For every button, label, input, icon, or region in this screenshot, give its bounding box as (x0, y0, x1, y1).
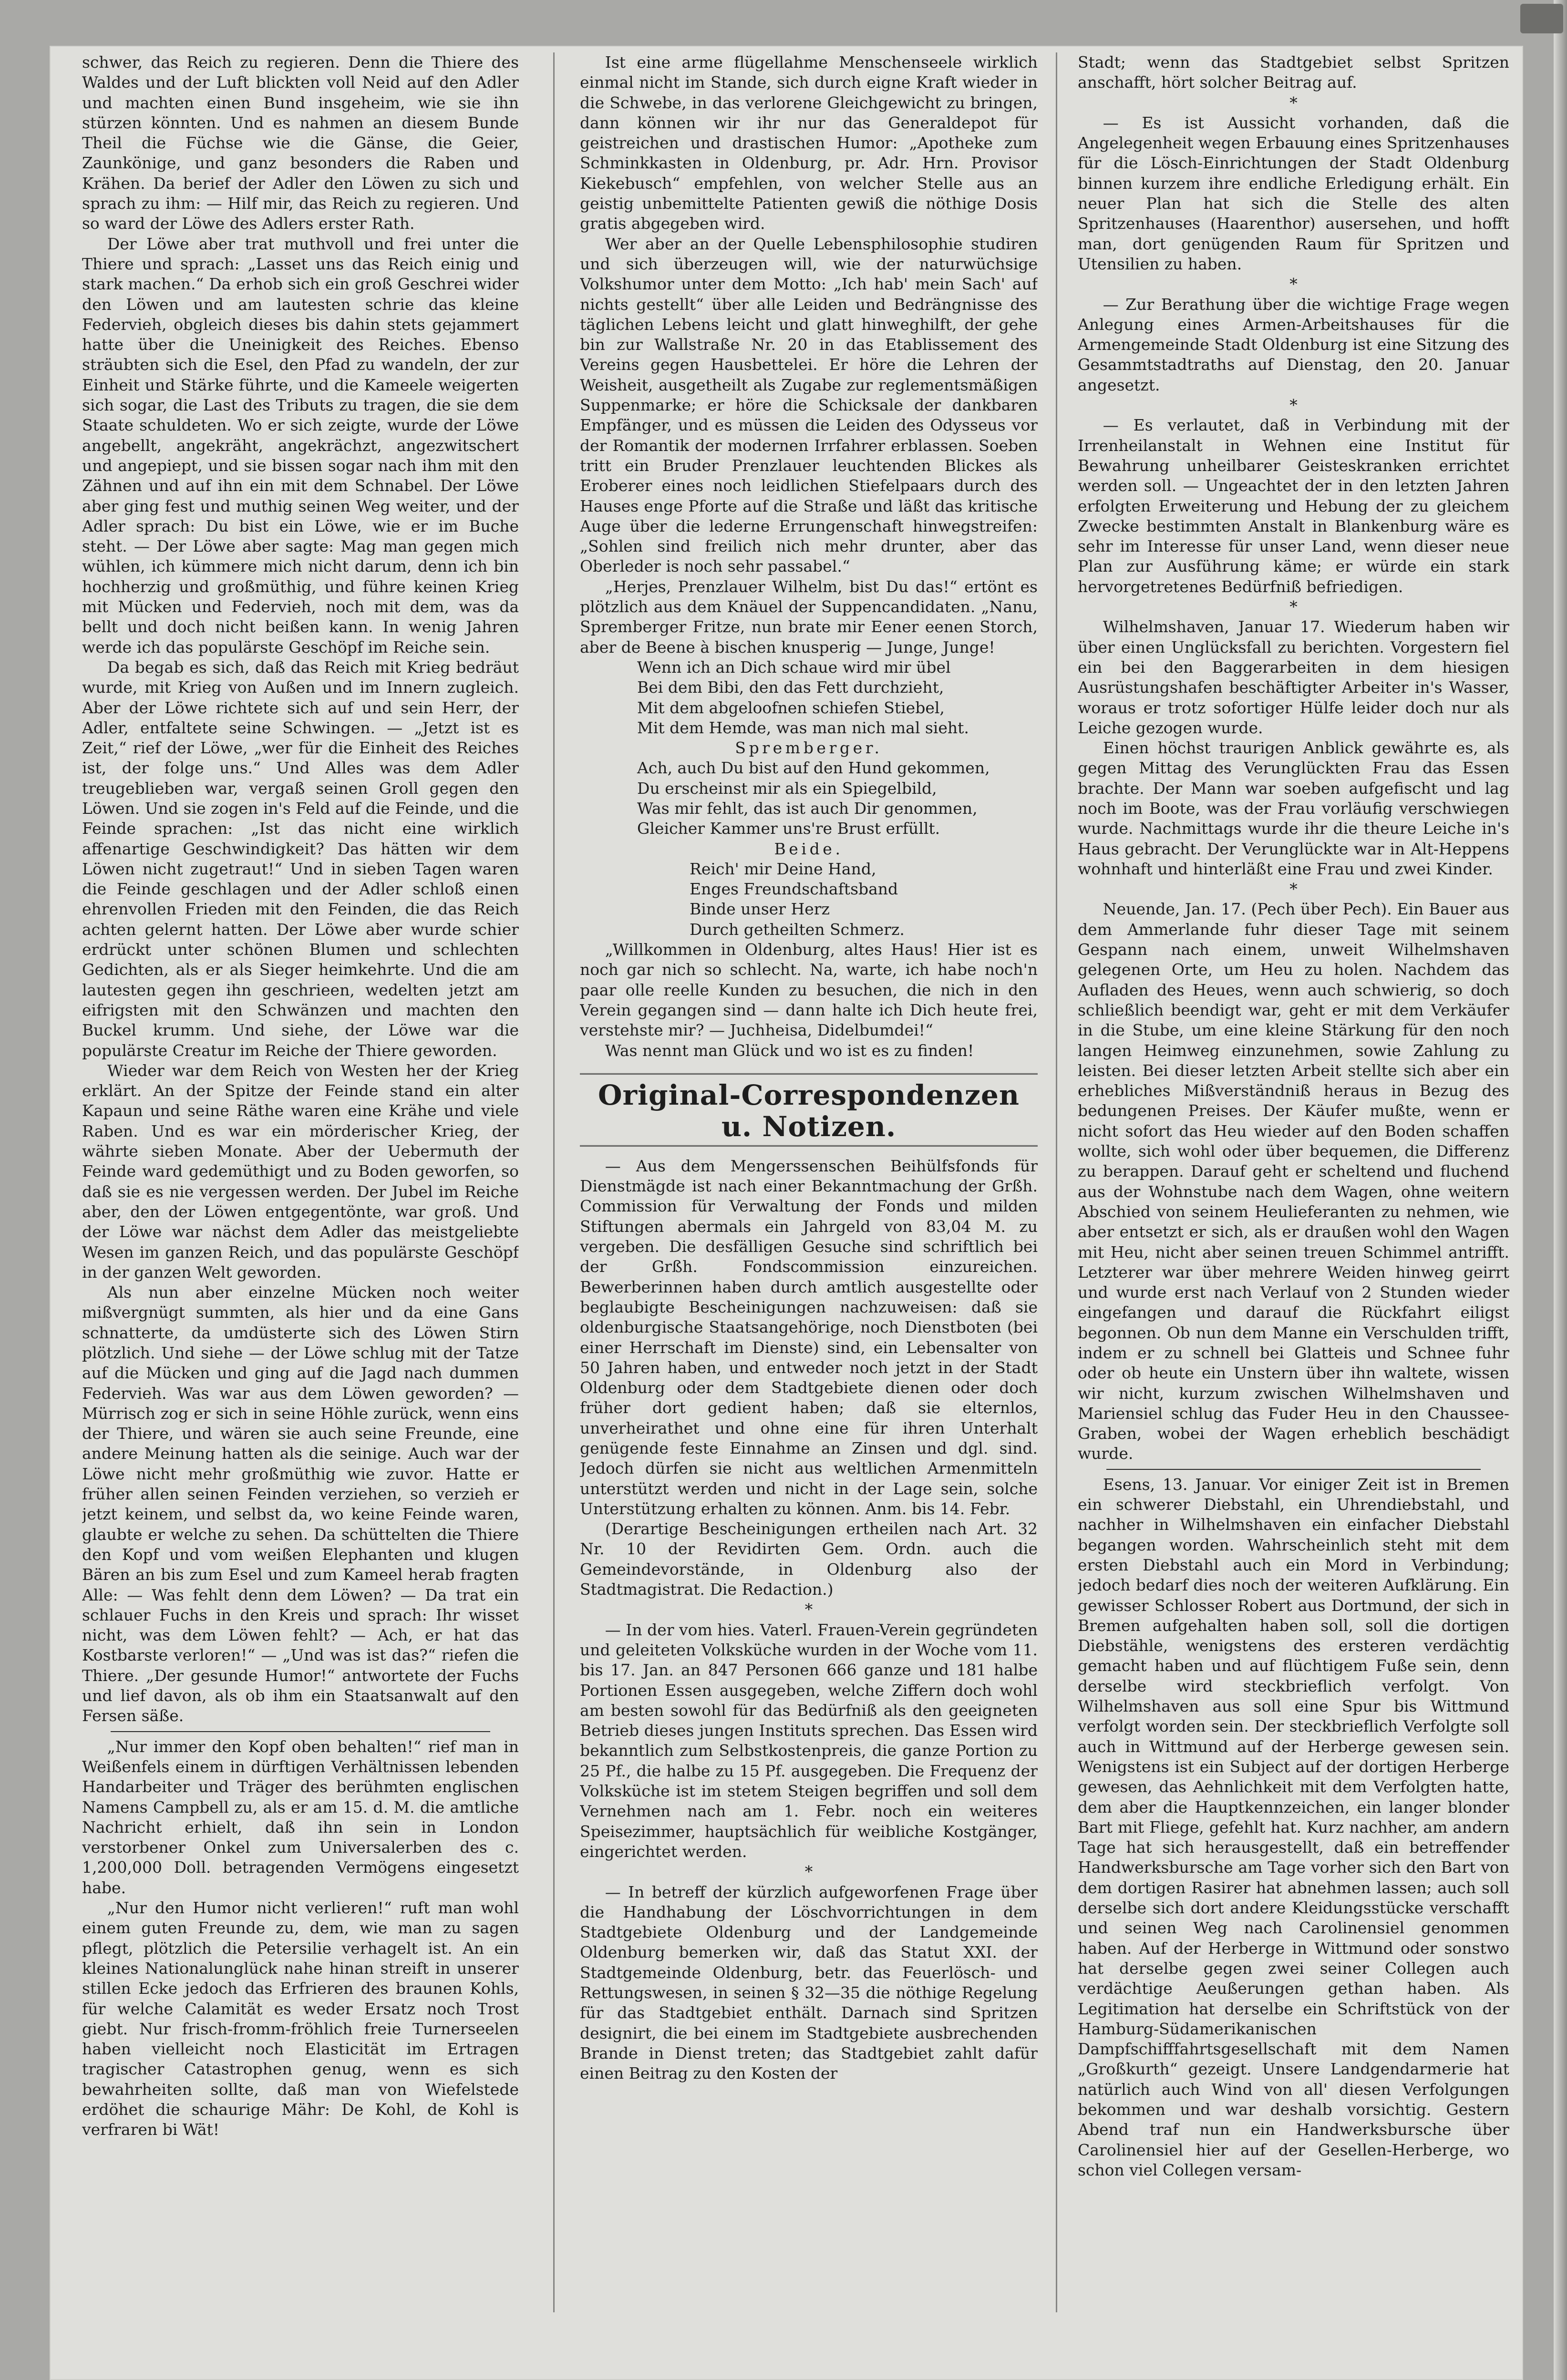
column-rule-2 (1056, 52, 1057, 2312)
poem-line: Binde unser Herz (690, 900, 830, 919)
asterisk-separator: * (804, 1862, 813, 1881)
paragraph: — In betreff der kürzlich aufgeworfenen Frage über die Handhabung der Löschvorrichtungen in dem Stadtgebiete Oldenburg und der Landgemeinde Oldenburg bemerken wir, daß das Statut XXI. der Stadtgemeinde Oldenburg, betr. das Feuerlösch- und Rettungswesen, in seinen § 32—35 die nöthige Regelung für das Stadtgebiet enthält. Darnach sind Spritzen designirt, die bei einem im Stadtgebiete ausbrechenden Brande in Dienst treten; das Stadtgebiet zahlt dafür einen Beitrag zu den Kosten der (580, 1882, 1038, 2083)
asterisk-separator: * (1289, 396, 1298, 415)
paragraph: Der Löwe aber trat muthvoll und frei unter die Thiere und sprach: „Lasset uns das Reich einig und stark machen.“ Da erhob sich ein groß Geschrei wider den Löwen und am lautesten schrie das kleine Federvieh, obgleich dieses bis dahin stets gejammert hatte über die Uneinigkeit des Reiches. Ebenso sträubten sich die Esel, den Pfad zu wandeln, der zur Einheit und Stärke führte, und die Kameele weigerten sich sogar, die Last des Tributs zu tragen, die sie dem Staate schuldeten. Wo er sich zeigte, wurde der Löwe angebellt, angekräht, angekrächzt, angezwitschert und angepiept, und sie bissen sogar nach ihm mit den Zähnen und auf ihn ein mit dem Schnabel. Der Löwe aber ging fest und muthig seinen Weg weiter, und der Adler sprach: Du bist ein Löwe, wie er im Buche steht. — Der Löwe aber sagte: Mag man gegen mich wühlen, ich kümmere mich nicht darum, denn ich bin hochherzig und großmüthig, und führe keinen Krieg mit Mücken und Federvieh, noch mit dem, was da bellt und doch nicht beißen kann. In wenig Jahren werde ich das populärste Geschöpf im Reiche sein. (82, 234, 519, 657)
paragraph: — In der vom hies. Vaterl. Frauen-Verein gegründeten und geleiteten Volksküche wurden in der Woche vom 11. bis 17. Jan. an 847 Personen 666 ganze und 181 halbe Portionen Essen ausgegeben, welche Ziffern doch wohl am besten sowohl für das Bedürfniß als den geeigneten Betrieb dieses jungen Instituts sprechen. Das Essen wird bekanntlich zum Selbstkostenpreis, die ganze Portion zu 25 Pf., die halbe zu 15 Pf. ausgegeben. Die Frequenz der Volksküche ist im stetem Steigen begriffen und soll dem Vernehmen nach am 1. Febr. noch ein weiteres Speisezimmer, hauptsächlich für weibliche Kostgänger, eingerichtet werden. (580, 1620, 1038, 1861)
section-heading: Original-Correspondenzen u. Notizen. (580, 1073, 1038, 1147)
paragraph: Ist eine arme flügellahme Menschenseele wirklich einmal nicht im Stande, sich durch eigne Kraft wieder in die Schwebe, in das verlorene Gleichgewicht zu bringen, dann können wir ihr nur das Generaldepot für geistreichen und drastischen Humor: „Apotheke zum Schminkkasten in Oldenburg, pr. Adr. Hrn. Provisor Kiekebusch“ empfehlen, von welcher Stelle aus an geistig unbemittelte Patienten gewiß die nöthige Dosis gratis abgegeben wird. (580, 53, 1038, 233)
paragraph: „Nur immer den Kopf oben behalten!“ rief man in Weißenfels einem in dürftigen Verhältnissen lebenden Handarbeiter und Träger des berühmten englischen Namens Campbell zu, als er am 15. d. M. die amtliche Nachricht erhielt, daß ihn sein in London verstorbener Onkel zum Universalerben des c. 1,200,000 Doll. betragenden Vermögens eingesetzt habe. (82, 1737, 519, 1897)
poem-stanza-2 (580, 758, 1038, 839)
paragraph: — Zur Berathung über die wichtige Frage wegen Anlegung eines Armen-Arbeitshauses für die Armengemeinde Stadt Oldenburg ist eine Sitzung des Gesammtstadtraths auf Dienstag, den 20. Januar angesetzt. (1078, 295, 1509, 394)
poem-line: Durch getheilten Schmerz. (690, 920, 905, 939)
page-corner-tab (1520, 4, 1563, 33)
poem-line: Mit dem abgeloofnen schiefen Stiebel, (637, 698, 945, 717)
paragraph: Stadt; wenn das Stadtgebiet selbst Spritzen anschafft, hört solcher Beitrag auf. (1078, 53, 1509, 92)
paragraph: Wer aber an der Quelle Lebensphilosophie studiren und sich überzeugen will, wie der naturwüchsige Volkshumor unter dem Motto: „Ich hab' mein Sach' auf nichts gestellt“ über alle Leiden und Bedrängnisse des täglichen Lebens leicht und glatt hinweghilft, der gehe bin zur Wallstraße Nr. 20 in das Etablissement des Vereins gegen Hausbettelei. Er höre die Lehren der Weisheit, ausgetheilt als Zugabe zur reglementsmäßigen Suppenmarke; er höre die Schicksale der dankbaren Empfänger, und es müssen die Leiden des Odysseus vor der Romantik der modernen Irrfahrer erblassen. Soeben tritt ein Bruder Prenzlauer leuchtenden Blickes als Eroberer eines noch leidlichen Stiefelpaars durch des Hauses enge Pforte auf die Straße und läßt das kritische Auge über die lederne Errungenschaft hinwegstreifen: „Sohlen sind freilich nich mehr drunter, aber das Oberleder is noch sehr passabel.“ (580, 234, 1038, 576)
asterisk-separator: * (1289, 93, 1298, 112)
paragraph: — Aus dem Mengerssenschen Beihülfsfonds für Dienstmägde ist nach einer Bekanntmachung der Grßh. Commission für Verwaltung der Fonds und milden Stiftungen abermals ein Jahrgeld von 83,04 M. zu vergeben. Die desfälligen Gesuche sind schriftlich bei der Grßh. Fondscommission einzureichen. Bewerberinnen haben durch amtlich ausgestellte oder beglaubigte Bescheinigungen nachzuweisen: daß sie oldenburgische Staatsangehörige, noch Dienstboten (bei einer Herrschaft im Dienste) sind, ein Lebensalter von 50 Jahren haben, und entweder noch jetzt in der Stadt Oldenburg oder dem Stadtgebiete dienen oder doch früher dort gedient haben; daß sie elternlos, unverheirathet und ohne eine für ihren Unterhalt genügende feste Einnahme an Zinsen und dgl. sind. Jedoch dürfen sie nicht aus weltlichen Armenmitteln unterstützt werden und nicht in der Lage sein, solche Unterstützung erhalten zu können. Anm. bis 14. Febr. (580, 1156, 1038, 1518)
paragraph: (Derartige Bescheinigungen ertheilen nach Art. 32 Nr. 10 der Revidirten Gem. Ordn. auch die Gemeindevorstände, in Oldenburg also der Stadtmagistrat. Die Redaction.) (580, 1519, 1038, 1599)
poem-line: Enges Freundschaftsband (690, 880, 898, 899)
asterisk-separator: * (1289, 597, 1298, 616)
column-2 (580, 52, 1038, 2312)
paragraph: Wilhelmshaven, Januar 17. Wiederum haben wir über einen Unglücksfall zu berichten. Vorgestern fiel ein bei den Baggerarbeiten in dem hiesigen Ausrüstungshafen beschäftigter Arbeiter in's Wasser, woraus er trotz sofortiger Hülfe leider doch nur als Leiche gezogen wurde. (1078, 617, 1509, 737)
poem-line: Bei dem Bibi, den das Fett durchzieht, (637, 678, 944, 697)
poem-line: Mit dem Hemde, was man nich mal sieht. (637, 718, 969, 737)
paragraph: Neuende, Jan. 17. (Pech über Pech). Ein Bauer aus dem Ammerlande fuhr dieser Tage mit seinem Gespann nach einem, unweit Wilhelmshaven gelegenen Orte, um Heu zu holen. Nachdem das Aufladen des Heues, wenn auch schwierig, so doch schließlich beendigt war, geht er mit dem Verkäufer in die Stube, um eine kleine Stärkung für den noch langen Heimweg einzunehmen, sowie Zahlung zu leisten. Bei dieser letzten Arbeit stellte sich aber ein erhebliches Mißverständniß heraus in Bezug des bedungenen Preises. Der Käufer mußte, wenn er nicht sofort das Heu wieder auf den Boden schaffen wollte, sich wohl oder über bequemen, die Differenz zu berappen. Darauf geht er scheltend und fluchend aus der Wohnstube nach dem Wagen, ohne weitern Abschied von seinem Heulieferanten zu nehmen, wie aber entsetzt er sich, als er draußen wohl den Wagen mit Heu, nicht aber seinen treuen Schimmel antrifft. Letzterer war über mehrere Weiden hinweg geirrt und wurde erst nach Verlauf von 2 Stunden wieder eingefangen und darauf die Rückfahrt eiligst begonnen. Ob nun dem Manne ein Verschulden trifft, indem er zu schnell bei Glatteis und Schnee fuhr oder ob heute ein Unstern über ihn waltete, wissen wir nicht, kurzum zwischen Wilhelmshaven und Mariensiel schlug das Fuder Heu in den Chaussee-Graben, wobei der Wagen erheblich beschädigt wurde. (1078, 900, 1509, 1463)
paragraph: Als nun aber einzelne Mücken noch weiter mißvergnügt summten, als hier und da eine Gans schnatterte, da umdüsterte sich des Löwen Stirn plötzlich. Und siehe — der Löwe schlug mit der Tatze auf die Mücken und ging auf die Jagd nach dummen Federvieh. Was war aus dem Löwen geworden? — Mürrisch zog er sich in seine Höhle zurück, wenn eins der Thiere, und wären sie auch seine Freunde, eine andere Meinung hatten als die seinige. Auch war der Löwe nicht mehr großmüthig wie zuvor. Hatte er früher allen seinen Feinden verziehen, so verzieh er jetzt keinem, und selbst da, wo keine Feinde waren, glaubte er welche zu sehen. Da schüttelten die Thiere den Kopf und vom weißen Elephanten und klugen Bären an bis zum Esel und zum Kameel herab fragten Alle: — Was fehlt denn dem Löwen? — Da trat ein schlauer Fuchs in den Kreis und sprach: Ihr wisset nicht, was dem Löwen fehlt? — Ach, er hat das Kostbarste verloren!“ — „Und was ist das?“ riefen die Thiere. „Der gesunde Humor!“ antwortete der Fuchs und lief davon, als ob ihm ein Staatsanwalt auf den Fersen säße. (82, 1283, 519, 1725)
paragraph: Wieder war dem Reich von Westen her der Krieg erklärt. An der Spitze der Feinde stand ein alter Kapaun und seine Räthe waren eine Krähe und viele Raben. Und es war ein mörderischer Krieg, der währte sieben Monate. Aber der Uebermuth der Feinde ward gedemüthigt und zu Boden geworfen, so daß sie es nie vergessen werden. Der Jubel im Reiche aber, den der Löwen entgegentönte, war groß. Und der Löwe war nächst dem Adler das meistgeliebte Wesen im ganzen Reich, und das populärste Geschöpf in der ganzen Welt geworden. (82, 1061, 519, 1282)
poem-line: Wenn ich an Dich schaue wird mir übel (637, 657, 951, 677)
article-divider (111, 1731, 490, 1732)
article-divider (1106, 1469, 1481, 1470)
column-rule-1 (553, 52, 555, 2312)
poem-line: Was mir fehlt, das ist auch Dir genommen, (637, 799, 978, 818)
poem-line: Du erscheinst mir als ein Spiegelbild, (637, 779, 937, 798)
scanner-edge (1554, 0, 1567, 2380)
paragraph: „Willkommen in Oldenburg, altes Haus! Hier ist es noch gar nich so schlecht. Na, warte, ich habe noch'n paar olle reelle Kunden zu besuchen, die nich in den Verein gegangen sind — dann halte ich Dich heute frei, verstehste mir? — Juchheisa, Didelbumdei!“ (580, 940, 1038, 1040)
poem-speaker: Beide. (774, 839, 844, 858)
asterisk-separator: * (1289, 880, 1298, 899)
poem-stanza-3 (580, 859, 1038, 940)
poem-stanza-1 (580, 657, 1038, 738)
poem-line: Ach, auch Du bist auf den Hund gekommen, (637, 759, 990, 778)
paragraph: — Es verlautet, daß in Verbindung mit der Irrenheilanstalt in Wehnen eine Institut für Bewahrung unheilbarer Geisteskranken errichtet werden soll. — Ungeachtet der in den letzten Jahren erfolgten Erweiterung und Hebung der zu gleichem Zwecke bestimmten Anstalt in Blankenburg wäre es sehr im Interesse für unser Land, wenn dieser neue Plan zur Ausführung käme; er würde ein stark hervorgetretenes Bedürfniß befriedigen. (1078, 416, 1509, 596)
poem-speaker: Spremberger. (735, 739, 883, 758)
paragraph: Da begab es sich, daß das Reich mit Krieg bedräut wurde, mit Krieg von Außen und im Innern zugleich. Aber der Löwe richtete sich auf und sein Herr, der Adler, entfaltete seine Schwingen. — „Jetzt ist es Zeit,“ rief der Löwe, „wer für die Einheit des Reiches ist, der folge uns.“ Und Alles was dem Adler treugeblieben war, vergaß seinen Groll gegen den Löwen. Und sie zogen in's Feld auf die Feinde, und die Feinde sprachen: „Ist das nicht eine wirklich affenartige Geschwindigkeit? Das hätten wir dem Löwen nicht zugetraut!“ Und in sieben Tagen waren die Feinde geschlagen und der Adler schloß einen ehrenvollen Frieden mit den Feinden, die das Reich achten gelernt hatten. Der Löwe aber wurde schier erdrückt unter schönen Blumen und schlechten Gedichten, als er als Sieger heimkehrte. Und die am lautesten gegen ihn geschrieen, wedelten jetzt am eifrigsten mit den Schwänzen und machten den Buckel krumm. Und siehe, der Löwe war die populärste Creatur im Reiche der Thiere geworden. (82, 657, 519, 1060)
paragraph: Esens, 13. Januar. Vor einiger Zeit ist in Bremen ein schwerer Diebstahl, ein Uhrendiebstahl, und nachher in Wilhelmshaven ein einfacher Diebstahl begangen worden. Wahrscheinlich steht mit dem ersten Diebstahl auch ein Mord in Verbindung; jedoch bedarf dies noch der weiteren Aufklärung. Ein gewisser Schlosser Robert aus Dortmund, der sich in Bremen aufgehalten haben soll, soll die dortigen Diebstähle, wenigstens des ersteren verdächtig gemacht haben und auf flüchtigem Fuße sein, denn derselbe wird steckbrieflich verfolgt. Von Wilhelmshaven aus soll eine Spur bis Wittmund verfolgt worden sein. Der steckbrieflich Verfolgte soll auch in Wittmund auf der Herberge gewesen sein. Wenigstens ist ein Subject auf der dortigen Herberge gewesen, das Aehnlichkeit mit dem Verfolgten hatte, dem aber die Hauptkennzeichen, ein langer blonder Bart mit Fliege, gefehlt hat. Kurz nachher, am andern Tage hat sich herausgestellt, daß ein betreffender Handwerksbursche am Tage vorher sich den Bart von dem dortigen Rasirer hat abnehmen lassen; auch soll derselbe sich dort andere Kleidungsstücke verschafft und seinen Weg nach Carolinensiel genommen haben. Auf der Herberge in Wittmund oder sonstwo hat derselbe gegen zwei seiner Collegen auch verdächtige Aeußerungen gethan haben. Als Legitimation hat derselbe ein Schriftstück von der Hamburg-Südamerikanischen Dampfschifffahrtsgesellschaft mit dem Namen „Großkurth“ gezeigt. Unsere Landgendarmerie hat natürlich auch Wind von all' diesen Verfolgungen bekommen und war deshalb vorsichtig. Gestern Abend traf nun ein Handwerksbursche über Carolinensiel hier auf der Gesellen-Herberge, wo schon viel Collegen versam- (1078, 1475, 1509, 2179)
poem-line: Gleicher Kammer uns're Brust erfüllt. (637, 819, 940, 838)
asterisk-separator: * (1289, 275, 1298, 294)
paragraph: — Es ist Aussicht vorhanden, daß die Angelegenheit wegen Erbauung eines Spritzenhauses für die Lösch-Einrichtungen der Stadt Oldenburg binnen kurzem ihre endliche Erledigung erhält. Ein neuer Plan hat sich die Stelle des alten Spritzenhauses (Haarenthor) ausersehen, und hofft man, dort genügenden Raum für Spritzen und Utensilien zu haben. (1078, 113, 1509, 273)
paragraph: Einen höchst traurigen Anblick gewährte es, als gegen Mittag des Verunglückten Frau das Essen brachte. Der Mann war soeben aufgefischt und lag noch im Boote, was der Frau vorläufig verschwiegen wurde. Nachmittags wurde ihr die theure Leiche in's Haus gebracht. Der Verunglückte war in Alt-Heppens wohnhaft und hinterläßt eine Frau und zwei Kinder. (1078, 739, 1509, 878)
paragraph: „Herjes, Prenzlauer Wilhelm, bist Du das!“ ertönt es plötzlich aus dem Knäuel der Suppencandidaten. „Nanu, Spremberger Fritze, nun brate mir Eener eenen Storch, aber de Beene à bischen knusperig — Junge, Junge! (580, 577, 1038, 657)
paragraph: schwer, das Reich zu regieren. Denn die Thiere des Waldes und der Luft blickten voll Neid auf den Adler und machten einen Bund insgeheim, wie sie ihn stürzen könnten. Und es nahmen an diesem Bunde Theil die Füchse wie die Gänse, die Geier, Zaunkönige, und ganz besonders die Raben und Krähen. Da berief der Adler den Löwen zu sich und sprach zu ihm: — Hilf mir, das Reich zu regieren. Und so ward der Löwe des Adlers erster Rath. (82, 53, 519, 233)
paragraph: Was nennt man Glück und wo ist es zu finden! (605, 1041, 974, 1060)
asterisk-separator: * (804, 1600, 813, 1619)
column-1 (82, 52, 519, 2312)
column-3 (1078, 52, 1509, 2312)
paragraph: „Nur den Humor nicht verlieren!“ ruft man wohl einem guten Freunde zu, dem, wie man zu sagen pflegt, plötzlich die Petersilie verhagelt ist. An ein kleines Nationalunglück nahe hinan streift in unserer stillen Ecke jedoch das Erfrieren des braunen Kohls, für welche Calamität es weder Ersatz noch Trost giebt. Nur frisch-fromm-fröhlich freie Turnerseelen haben vielleicht noch Elasticität im Ertragen tragischer Catastrophen genug, wenn es sich bewahrheiten sollte, daß man von Wiefelstede erdöhet die schaurige Mähr: De Kohl, de Kohl is verfraren bi Wät! (82, 1898, 519, 2139)
poem-line: Reich' mir Deine Hand, (690, 859, 876, 878)
